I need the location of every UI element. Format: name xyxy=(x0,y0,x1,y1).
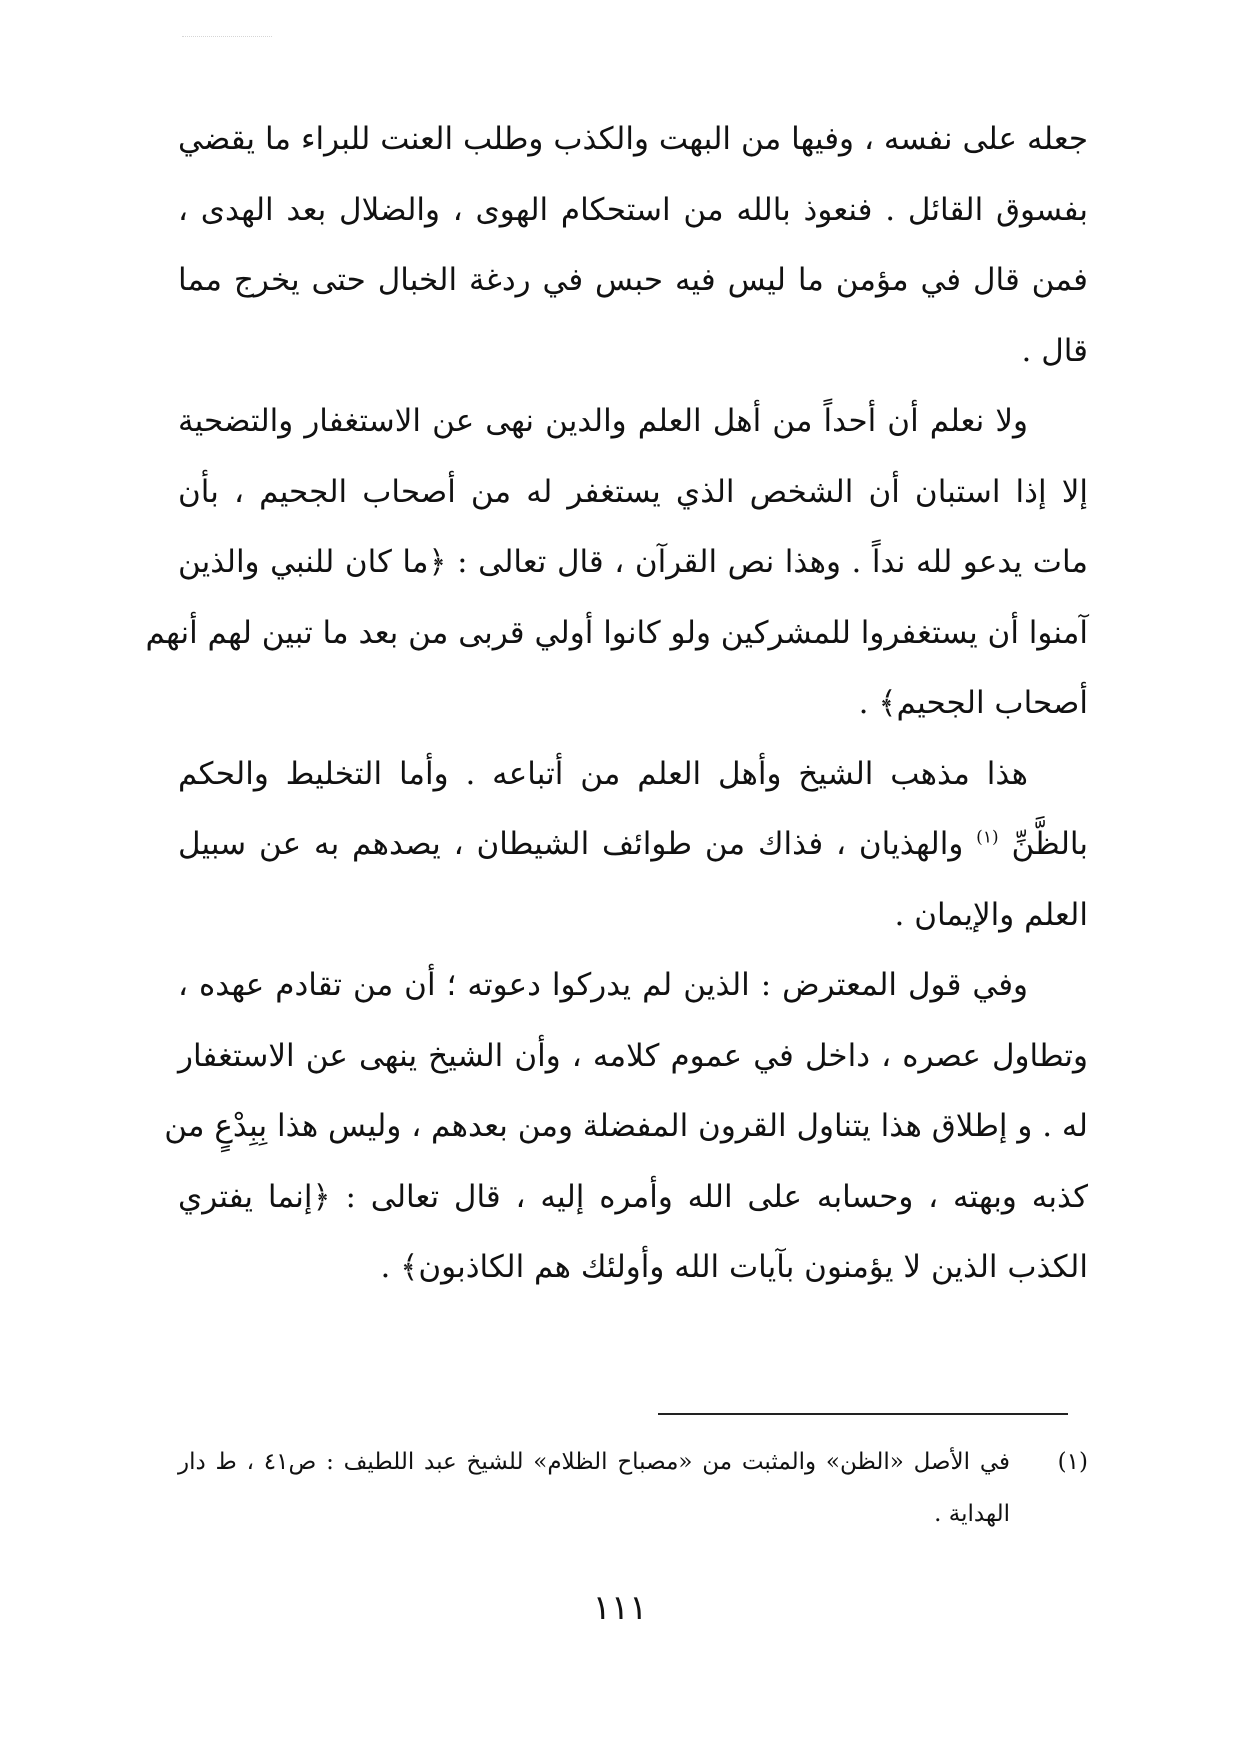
text-line: له . و إطلاق هذا يتناول القرون المفضلة ومن بعدهم ، وليس هذا بِبِدْعٍ من xyxy=(164,1108,1088,1144)
footnotes xyxy=(178,1436,1088,1540)
footnote-separator xyxy=(658,1413,1068,1415)
footnote-marker: (١) xyxy=(1057,1449,1088,1475)
text-line: بفسوق القائل . فنعوذ بالله من استحكام الهوى ، والضلال بعد الهدى ، xyxy=(178,191,1088,228)
text-line: إلا إذا استبان أن الشخص الذي يستغفر له من أصحاب الجحيم ، بأن xyxy=(178,473,1088,510)
page-number: ١١١ xyxy=(592,1588,648,1628)
zann-word: بالظَّنِّ xyxy=(1011,826,1088,862)
scan-margin-mark xyxy=(182,36,272,37)
text-line: الكذب الذين لا يؤمنون بآيات الله وأولئك هم الكاذبون﴾ . xyxy=(380,1249,1088,1285)
text-line: وتطاول عصره ، داخل في عموم كلامه ، وأن الشيخ ينهى عن الاستغفار xyxy=(178,1037,1088,1074)
text-line-with-footnote xyxy=(178,809,1088,880)
text-line: جعله على نفسه ، وفيها من البهت والكذب وطلب العنت للبراء ما يقضي xyxy=(178,121,1088,157)
text-line: كذبه وبهته ، وحسابه على الله وأمره إليه ، قال تعالى : ﴿إنما يفتري xyxy=(178,1178,1088,1215)
footnote-reference: (١) xyxy=(976,827,999,848)
paragraph-start-line: ولا نعلم أن أحداً من أهل العلم والدين نهى عن الاستغفار والتضحية xyxy=(178,403,1028,439)
text-line: فمن قال في مؤمن ما ليس فيه حبس في ردغة الخبال حتى يخرج مما xyxy=(178,262,1088,298)
footnote-line-continued: الهداية . xyxy=(934,1501,1010,1527)
text-line: أصحاب الجحيم﴾ . xyxy=(858,685,1088,721)
paragraph-start-line: هذا مذهب الشيخ وأهل العلم من أتباعه . وأما التخليط والحكم xyxy=(178,755,1028,792)
footnote-text: في الأصل «الظن» والمثبت من «مصباح الظلام» للشيخ عبد اللطيف : ص٤١ ، ط دار xyxy=(178,1449,1010,1475)
text-line: العلم والإيمان . xyxy=(894,896,1088,933)
text-line: مات يدعو لله نداً . وهذا نص القرآن ، قال تعالى : ﴿ما كان للنبي والذين xyxy=(178,544,1088,580)
footnote-line xyxy=(178,1436,1088,1488)
main-text xyxy=(145,104,1088,1303)
text-line: آمنوا أن يستغفروا للمشركين ولو كانوا أولي قربى من بعد ما تبين لهم أنهم xyxy=(145,614,1088,651)
text-line-rest: والهذيان ، فذاك من طوائف الشيطان ، يصدهم به عن سبيل xyxy=(178,826,964,862)
text-line: قال . xyxy=(1021,332,1088,369)
paragraph-start-line: وفي قول المعترض : الذين لم يدركوا دعوته ؛ أن من تقادم عهده ، xyxy=(178,967,1028,1003)
